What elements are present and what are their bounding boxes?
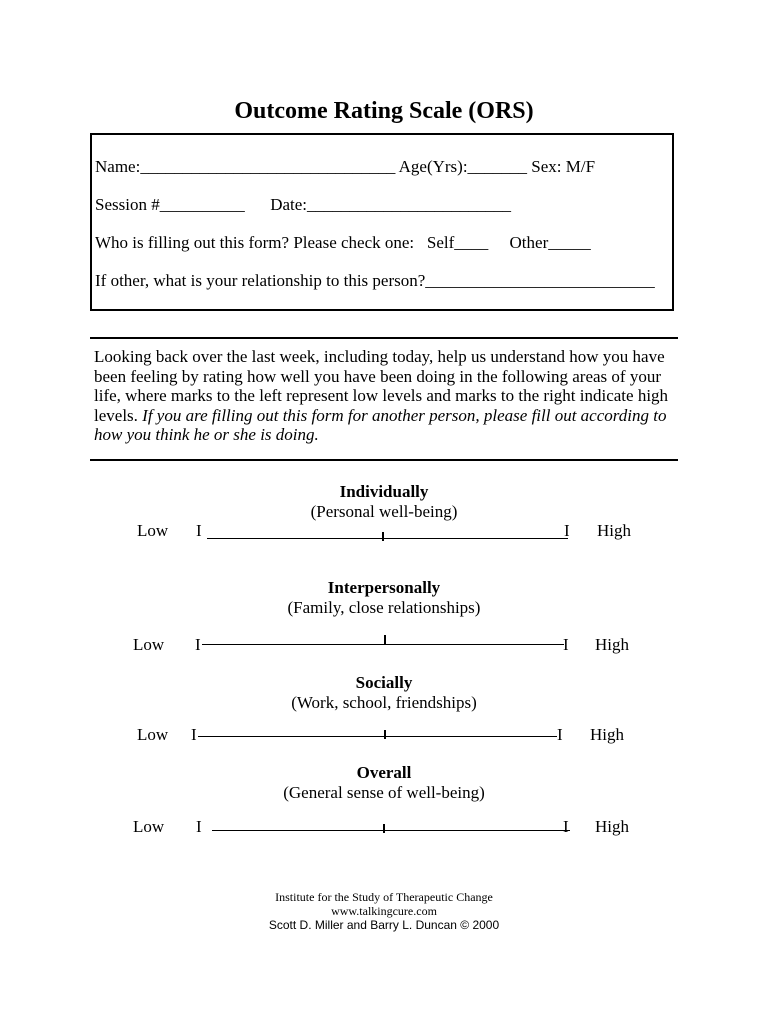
midpoint-tick: [384, 730, 386, 739]
rating-line-interpersonally[interactable]: [202, 644, 564, 645]
rating-line-overall[interactable]: [212, 830, 570, 831]
low-label: Low: [133, 635, 165, 654]
client-info-box: [90, 133, 674, 311]
rating-line-individually[interactable]: [207, 538, 568, 539]
section-socially: [0, 673, 768, 712]
section-heading: Socially: [355, 673, 413, 692]
right-bar: I: [563, 817, 569, 836]
low-label: Low: [137, 521, 169, 540]
right-bar: I: [564, 521, 570, 540]
section-subheading: (Personal well-being): [310, 501, 458, 521]
high-label: High: [595, 817, 629, 836]
high-label: High: [595, 635, 629, 654]
left-bar: I: [191, 725, 197, 744]
scale-individually: [0, 521, 768, 545]
instructions: [94, 347, 684, 445]
instructions-text: Looking back over the last week, including today, help us understand how you have been feeling by rating how well you have been doing in the following areas of your life, where marks to the left represent low levels and marks to the right indicate high levels.: [94, 347, 669, 425]
instructions-italic-text: If you are filling out this form for another person, please fill out according to how you think he or she is doing.: [94, 405, 667, 444]
section-interpersonally: [0, 578, 768, 617]
section-heading: Overall: [356, 763, 412, 782]
low-label: Low: [133, 817, 165, 836]
section-heading: Interpersonally: [327, 578, 441, 597]
section-subheading: (General sense of well-being): [283, 782, 485, 802]
scale-overall: [0, 817, 768, 841]
page-title: Outcome Rating Scale (ORS): [234, 98, 534, 124]
form-filler-line[interactable]: Who is filling out this form? Please check one: Self____ Other_____: [95, 233, 591, 252]
section-subheading: (Work, school, friendships): [291, 692, 477, 712]
right-bar: I: [557, 725, 563, 744]
copyright: Scott D. Miller and Barry L. Duncan © 2000: [268, 918, 500, 932]
section-heading: Individually: [339, 482, 429, 501]
high-label: High: [597, 521, 631, 540]
footer: [0, 890, 768, 932]
left-bar: I: [195, 635, 201, 654]
session-date-line[interactable]: Session #__________ Date:________________________: [95, 195, 512, 214]
divider-top: [90, 337, 678, 339]
relationship-line[interactable]: If other, what is your relationship to this person?___________________________: [95, 271, 655, 290]
name-age-sex-line[interactable]: Name:______________________________ Age(Yrs):_______ Sex: M/F: [95, 157, 596, 176]
midpoint-tick: [382, 532, 384, 541]
website: www.talkingcure.com: [331, 904, 437, 918]
right-bar: I: [563, 635, 569, 654]
low-label: Low: [137, 725, 169, 744]
midpoint-tick: [384, 635, 386, 644]
section-overall: [0, 763, 768, 802]
rating-line-socially[interactable]: [198, 736, 557, 737]
section-subheading: (Family, close relationships): [287, 597, 481, 617]
scale-interpersonally: [0, 635, 768, 659]
scale-socially: [0, 725, 768, 749]
divider-bottom: [90, 459, 678, 461]
midpoint-tick: [383, 824, 385, 833]
left-bar: I: [196, 817, 202, 836]
institute-name: Institute for the Study of Therapeutic Change: [275, 890, 493, 904]
section-individually: [0, 482, 768, 521]
high-label: High: [590, 725, 624, 744]
left-bar: I: [196, 521, 202, 540]
